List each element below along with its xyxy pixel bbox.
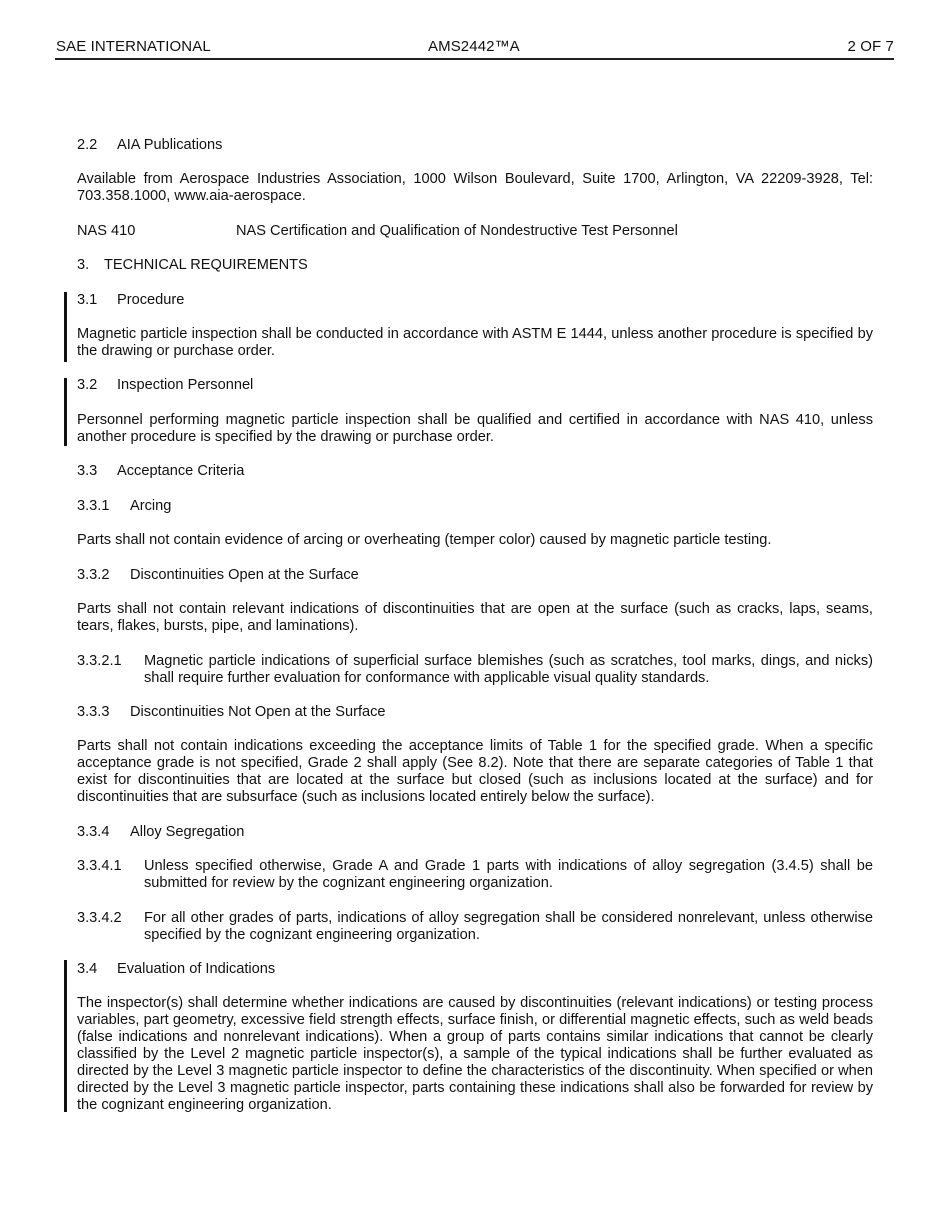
paragraph-3-2: Personnel performing magnetic particle inspection shall be qualified and certified in accordance with NAS 410, unless another procedure is specified by the drawing or purchase order. — [77, 412, 873, 445]
header-doc-number: AMS2442™A — [428, 38, 520, 55]
section-number: 3.2 — [77, 377, 98, 393]
page-header — [55, 36, 894, 60]
section-number: 3.3.2.1 — [77, 653, 122, 669]
heading-3-3-3 — [77, 704, 386, 721]
revision-bar — [64, 292, 67, 362]
heading-3-2 — [77, 377, 253, 394]
reference-code: NAS 410 — [77, 223, 136, 239]
heading-3-4 — [77, 961, 275, 978]
paragraph-3-1: Magnetic particle inspection shall be conducted in accordance with ASTM E 1444, unless another procedure is specified by the drawing or purchase order. — [77, 326, 873, 359]
heading-3-1 — [77, 292, 184, 309]
reference-title: NAS Certification and Qualification of Nondestructive Test Personnel — [236, 223, 678, 239]
revision-bar — [64, 378, 67, 446]
section-title: Discontinuities Open at the Surface — [130, 567, 359, 583]
section-title: Inspection Personnel — [117, 377, 254, 393]
section-number: 3.3 — [77, 463, 98, 479]
section-title: TECHNICAL REQUIREMENTS — [104, 257, 308, 273]
heading-3-3-1 — [77, 498, 171, 515]
heading-3-3-2 — [77, 567, 359, 584]
section-title: Alloy Segregation — [130, 824, 245, 840]
section-title: Evaluation of Indications — [117, 961, 276, 977]
subparagraph-3-3-4-1 — [77, 858, 873, 892]
section-number: 3.3.4.1 — [77, 858, 122, 874]
header-page-number: 2 OF 7 — [847, 38, 894, 55]
header-org: SAE INTERNATIONAL — [56, 38, 211, 55]
section-number: 3.3.4 — [77, 824, 110, 840]
subparagraph-text: For all other grades of parts, indications of alloy segregation shall be considered nonrelevant, unless otherwise specified by the cognizant engineering organization. — [144, 910, 873, 943]
heading-3-3 — [77, 463, 244, 480]
section-number: 2.2 — [77, 137, 98, 153]
subparagraph-3-3-4-2 — [77, 910, 873, 944]
heading-3-3-4 — [77, 824, 244, 841]
section-number: 3. — [77, 257, 90, 273]
paragraph-3-4: The inspector(s) shall determine whether indications are caused by discontinuities (relevant indications) or testing process variables, part geometry, excessive field strength effects, surface finish, or differential magnetic effects, such as weld beads (false indications and nonrelevant indications). When a group of parts contains similar indications that cannot be clearly classified by the Level 2 magnetic particle inspector(s), a sample of the typical indications shall be further evaluated as directed by the Level 3 magnetic particle inspector to define the characteristics of the discontinuity. When specified or when directed by the Level 3 magnetic particle inspector, parts containing these indications shall also be forwarded for review by the cognizant engineering organization. — [77, 995, 873, 1113]
section-number: 3.4 — [77, 961, 98, 977]
revision-bar — [64, 960, 67, 1112]
subparagraph-text: Magnetic particle indications of superficial surface blemishes (such as scratches, tool marks, dings, and nicks) shall require further evaluation for conformance with applicable visual quality standards. — [144, 653, 873, 686]
section-title: AIA Publications — [117, 137, 223, 153]
paragraph-3-3-3: Parts shall not contain indications exceeding the acceptance limits of Table 1 for the specified grade. When a specific acceptance grade is not specified, Grade 2 shall apply (See 8.2). Note that there are separate categories of Table 1 that exist for discontinuities that are located at the surface but closed (such as inclusions located at the surface) and for discontinuities that are subsurface (such as inclusions located entirely below the surface). — [77, 738, 873, 805]
section-number: 3.3.2 — [77, 567, 110, 583]
section-title: Discontinuities Not Open at the Surface — [130, 704, 386, 720]
section-number: 3.3.4.2 — [77, 910, 122, 926]
subparagraph-text: Unless specified otherwise, Grade A and Grade 1 parts with indications of alloy segregation (3.4.5) shall be submitted for review by the cognizant engineering organization. — [144, 858, 873, 891]
subparagraph-3-3-2-1 — [77, 653, 873, 687]
reference-nas-410 — [77, 223, 678, 240]
section-number: 3.1 — [77, 292, 98, 308]
section-title: Procedure — [117, 292, 185, 308]
section-number: 3.3.3 — [77, 704, 110, 720]
heading-2-2 — [77, 137, 222, 154]
section-title: Arcing — [130, 498, 172, 514]
paragraph-3-3-1: Parts shall not contain evidence of arcing or overheating (temper color) caused by magnetic particle testing. — [77, 532, 772, 548]
paragraph-2-2: Available from Aerospace Industries Association, 1000 Wilson Boulevard, Suite 1700, Arlington, VA 22209-3928, Tel: 703.358.1000, www.aia-aerospace. — [77, 171, 873, 204]
section-title: Acceptance Criteria — [117, 463, 245, 479]
heading-3 — [77, 257, 308, 274]
section-number: 3.3.1 — [77, 498, 110, 514]
paragraph-3-3-2: Parts shall not contain relevant indications of discontinuities that are open at the surface (such as cracks, laps, seams, tears, flakes, bursts, pipe, and laminations). — [77, 601, 873, 634]
